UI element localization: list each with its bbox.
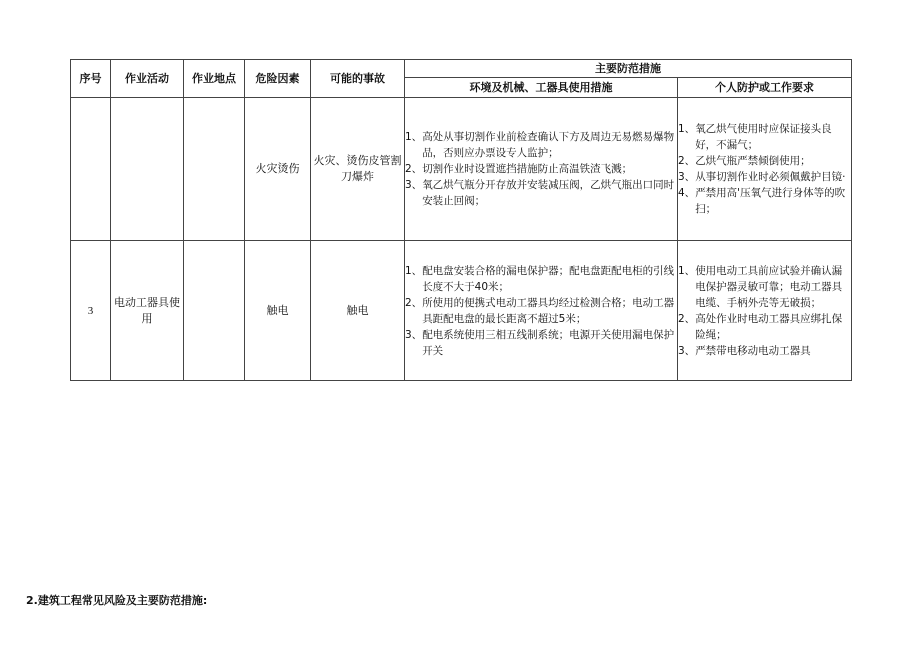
list-item-number: 2、 xyxy=(405,163,423,175)
header-hazard: 危险因素 xyxy=(245,60,311,98)
cell-accident-text: 火灾、烫伤皮管割刀爆炸 xyxy=(313,154,402,183)
cell-location xyxy=(184,98,245,241)
list-item-text: 严禁带电移动电动工器具 xyxy=(695,344,811,357)
table-row xyxy=(71,98,852,241)
section-heading: 2.建筑工程常见风险及主要防范措施: xyxy=(26,594,208,607)
header-accident: 可能的事故 xyxy=(311,60,405,98)
list-item-text: 高处从事切割作业前检查确认下方及周边无易燃易爆物品，否则应办票设专人监护； xyxy=(422,131,675,159)
list-item-number: 1、 xyxy=(405,131,423,143)
list-item-text: 切割作业时设置遮挡措施防止高温铁渣飞溅； xyxy=(422,163,633,175)
cell-activity xyxy=(111,241,184,381)
list-item-text: 从事切割作业时必须佩戴护目镜· xyxy=(695,171,846,183)
cell-activity xyxy=(111,98,184,241)
measure-list xyxy=(405,263,677,359)
list-item-number: 2、 xyxy=(678,155,696,167)
list-item-text: 所使用的便携式电动工器具均经过检测合格；电动工器具距配电盘的最长距离不超过5米； xyxy=(422,296,675,325)
cell-accident-text: 触电 xyxy=(346,303,369,317)
list-item-text: 氧乙烘气瓶分开存放并安装减压阀，乙烘气瓶出口同时安装止回阀； xyxy=(422,179,675,207)
list-item-text: 高处作业时电动工器具应绑扎保险绳； xyxy=(695,312,843,341)
list-item xyxy=(678,263,851,311)
cell-personal-measures xyxy=(678,98,852,241)
header-personal-measures: 个人防护或工作要求 xyxy=(678,78,852,98)
list-item xyxy=(678,169,851,185)
risk-table xyxy=(70,59,852,381)
cell-activity-text: 电动工器具使用 xyxy=(114,295,180,325)
header-main-measures: 主要防范措施 xyxy=(405,60,852,78)
list-item-number: 3、 xyxy=(405,179,423,191)
list-item-text: 配电盘安装合格的漏电保护器；配电盘距配电柜的引线长度不大于40米； xyxy=(422,264,675,293)
cell-accident xyxy=(311,98,405,241)
list-item xyxy=(678,121,851,153)
list-item-number: 1、 xyxy=(678,123,696,135)
list-item xyxy=(678,185,851,217)
list-item-number: 1、 xyxy=(405,264,423,277)
list-item xyxy=(678,153,851,169)
measure-list xyxy=(678,121,851,217)
cell-seq xyxy=(71,241,111,381)
list-item xyxy=(405,129,677,161)
table-body xyxy=(71,98,852,381)
header-location: 作业地点 xyxy=(184,60,245,98)
list-item-text: 乙烘气瓶严禁倾倒使用； xyxy=(695,155,811,167)
list-item-text: 严禁用高'压氧气进行身体等的吹扫； xyxy=(695,187,846,215)
list-item-text: 氧乙烘气使用时应保证接头良好，不漏气； xyxy=(695,123,832,151)
list-item xyxy=(678,343,851,359)
header-env-measures: 环境及机械、工器具使用措施 xyxy=(405,78,678,98)
cell-personal-measures xyxy=(678,241,852,381)
list-item-number: 4、 xyxy=(678,187,696,199)
measure-list xyxy=(405,129,677,209)
header-activity: 作业活动 xyxy=(111,60,184,98)
list-item-number: 3、 xyxy=(678,171,696,183)
list-item xyxy=(678,311,851,343)
measure-list xyxy=(678,263,851,359)
list-item xyxy=(405,263,677,295)
header-seq: 序号 xyxy=(71,60,111,98)
cell-env-measures xyxy=(405,98,678,241)
cell-hazard-text: 触电 xyxy=(266,303,289,317)
list-item-number: 2、 xyxy=(405,296,423,309)
list-item-text: 配电系统使用三相五线制系统；电源开关使用漏电保护开关 xyxy=(422,328,675,357)
list-item xyxy=(405,295,677,327)
cell-accident xyxy=(311,241,405,381)
cell-hazard-text: 火灾烫伤 xyxy=(255,162,300,175)
cell-location xyxy=(184,241,245,381)
list-item-number: 1、 xyxy=(678,264,696,277)
table-row xyxy=(71,241,852,381)
list-item-number: 2、 xyxy=(678,312,696,325)
list-item xyxy=(405,327,677,359)
cell-hazard xyxy=(245,98,311,241)
list-item xyxy=(405,161,677,177)
cell-hazard xyxy=(245,241,311,381)
table-header xyxy=(71,60,852,98)
cell-seq xyxy=(71,98,111,241)
list-item xyxy=(405,177,677,209)
list-item-number: 3、 xyxy=(405,328,423,341)
list-item-text: 使用电动工具前应试验并确认漏电保护器灵敏可靠；电动工器具电缆、手柄外壳等无破损； xyxy=(695,264,843,309)
cell-env-measures xyxy=(405,241,678,381)
list-item-number: 3、 xyxy=(678,344,696,357)
cell-seq-text: 3 xyxy=(87,304,94,317)
